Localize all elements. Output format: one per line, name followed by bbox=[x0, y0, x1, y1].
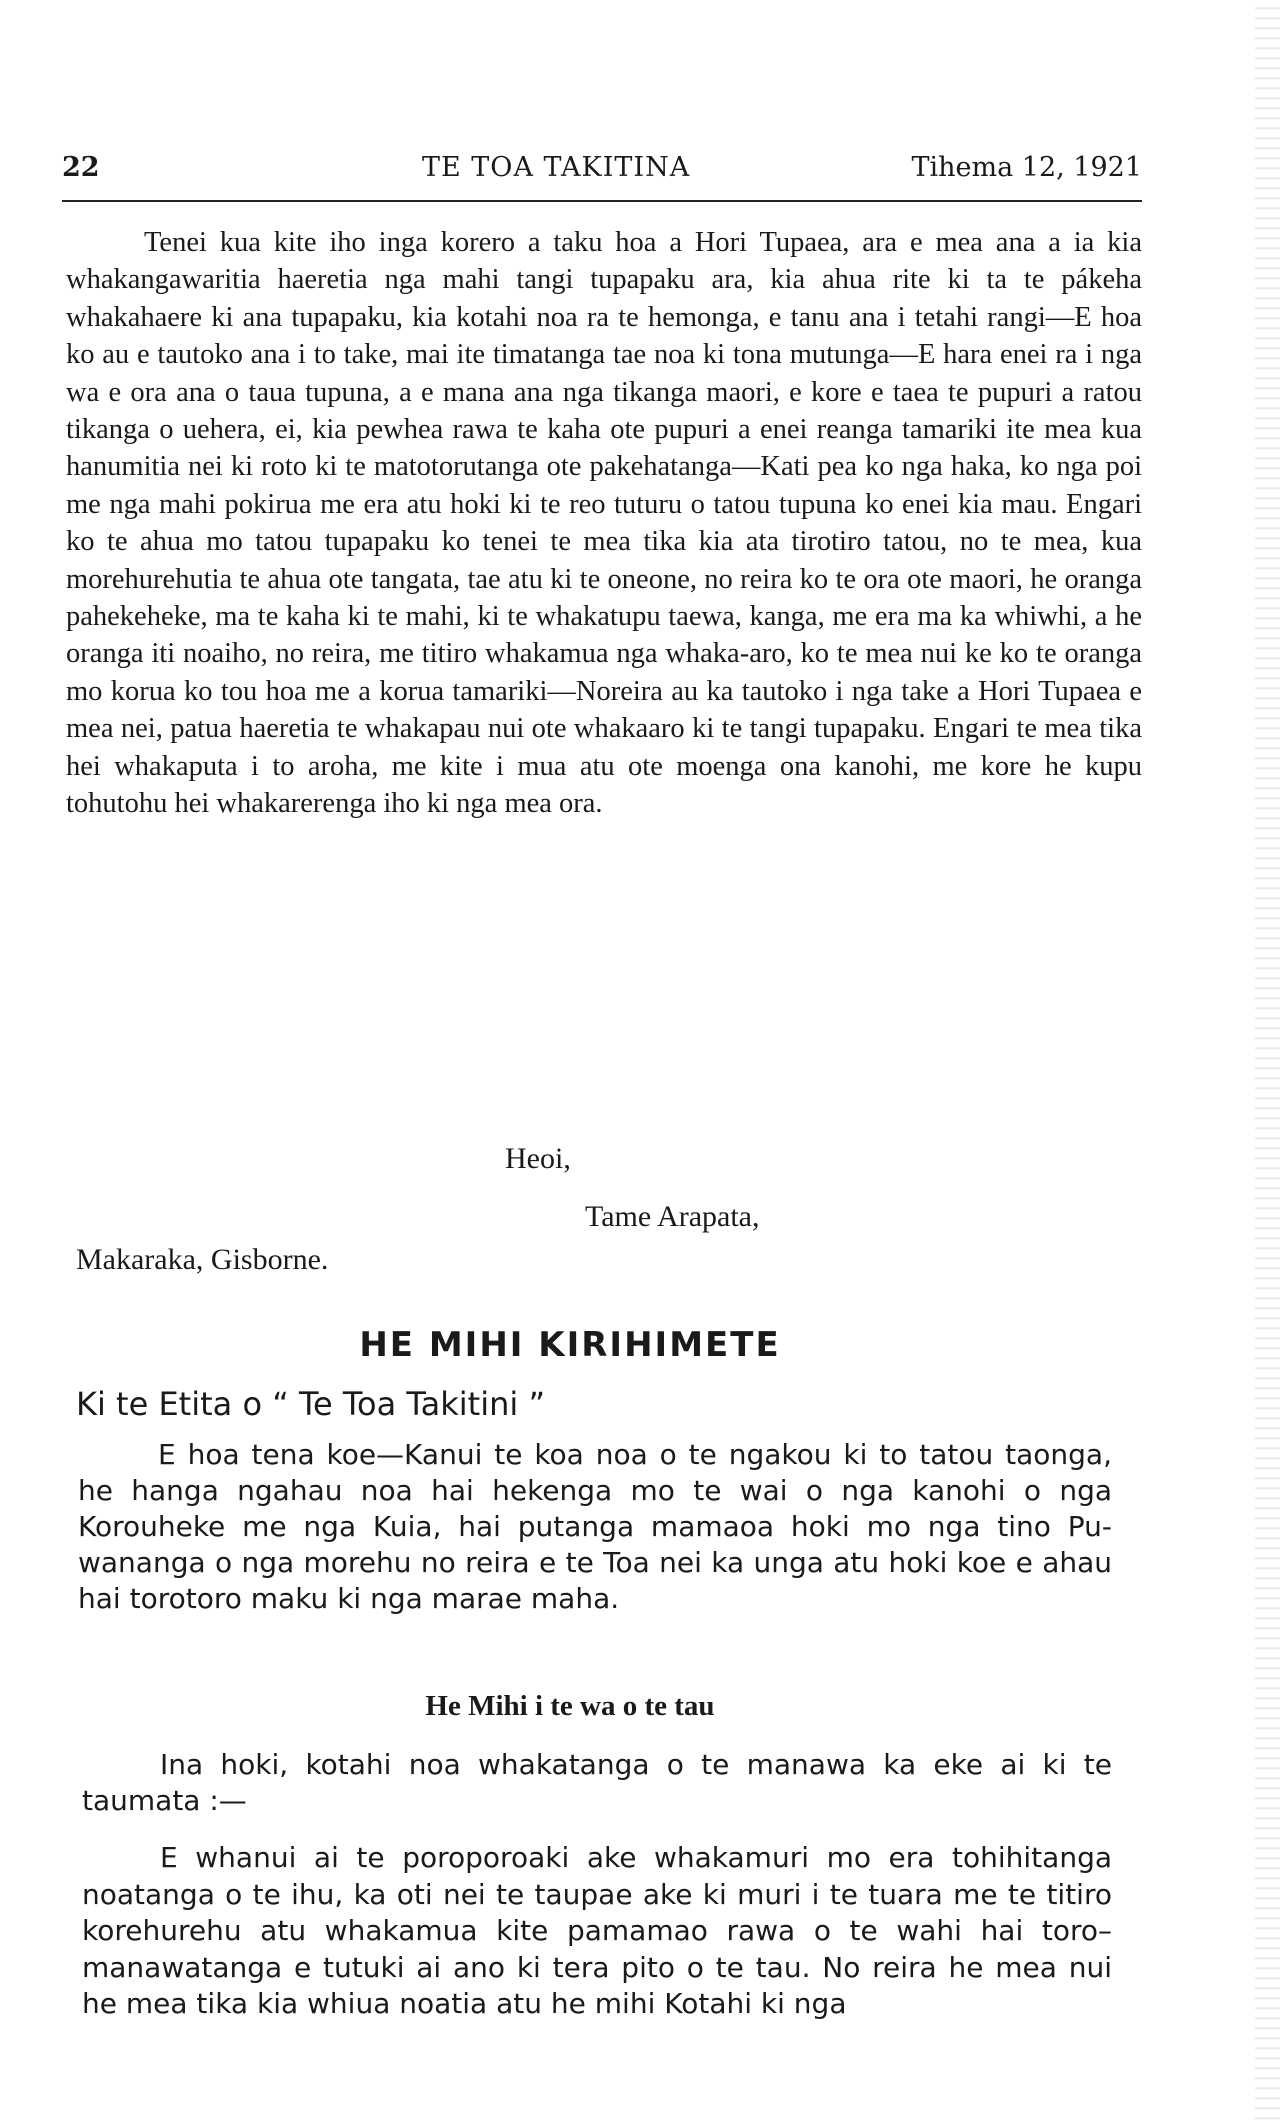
article-heading: HE MIHI KIRIHIMETE bbox=[359, 1325, 781, 1365]
article-salutation: Ki te Etita o “ Te Toa Takitini ” bbox=[76, 1385, 546, 1423]
article-paragraph-2: Ina hoki, kotahi noa whakatanga o te manawa ka eke ai ki te taumata :— bbox=[82, 1748, 1112, 1817]
header-rule bbox=[62, 200, 1142, 202]
scanned-page-edge bbox=[1255, 0, 1280, 2121]
page-number: 22 bbox=[62, 152, 100, 183]
article-subheading: He Mihi i te wa o te tau bbox=[425, 1690, 715, 1722]
journal-title: TE TOA TAKITINA bbox=[422, 152, 691, 183]
letter-closing: Heoi, bbox=[505, 1142, 571, 1175]
letter-signature: Tame Arapata, bbox=[585, 1200, 760, 1233]
letter-body: Tenei kua kite iho inga korero a taku hoa a Hori Tupaea, ara e mea ana a ia kia whakangawaritia haeretia nga mahi tangi tupapaku ara, kia ahua rite ki ta te pákeha whakahaere ki ana tupapaku, kia kotahi noa ra te hemonga, e tanu ana i tetahi rangi—E hoa ko au e tautoko ana i to take, mai ite timatanga tae noa ki tona mutunga—E hara enei ra i nga wa e ora ana o taua tupuna, a e mana ana nga tikanga maori, e kore e taea te pupuri a ratou tikanga o uehera, ei, kia pewhea rawa te kaha ote pupuri a enei reanga tamariki ite mea kua hanumitia nei ki roto ki te matotorutanga ote pakehatanga—Kati pea ko nga haka, ko nga poi me nga mahi pokirua me era atu hoki ki te reo tuturu o tatou tupuna ko enei kia mau. Engari ko te ahua mo tatou tupapaku ko tenei te mea tika kia ata tirotiro tatou, no te mea, kua morehurehutia te ahua ote tangata, tae atu ki te oneone, no reira ko te ora ote maori, he oranga pahekeheke, ma te kaha ki te mahi, ki te whakatupu taewa, kanga, me era ma ka whiwhi, a he oranga iti noaiho, no reira, me titiro whakamua nga whaka-aro, ko te mea nui ke ko te oranga mo korua ko tou hoa me a korua tamariki—Noreira au ka tautoko i nga take a Hori Tupaea e mea nei, patua haeretia te whakapau nui ote whakaaro ki te tangi tupapaku. Engari te mea tika hei whakaputa i to aroha, me kite i mua atu ote moenga ona kanohi, me kore he kupu tohutohu hei whakarerenga iho ki nga mea ora. bbox=[66, 227, 1142, 820]
article-paragraph-3: E whanui ai te poroporoaki ake whakamuri mo era tohihitanga noatanga o te ihu, ka oti nei te taupae ake ki muri i te tuara me te titiro korehurehu atu whakamua kite pamamao rawa o te wahi hai toro–manawatanga e tutuki ai ano ki tera pito o te tau. No reira he mea nui he mea tika kia whiua noatia atu he mihi Kotahi ki nga bbox=[82, 1841, 1112, 2020]
page-header bbox=[62, 152, 1142, 192]
article-paragraph-1: E hoa tena koe—Kanui te koa noa o te ngakou ki to tatou taonga, he hanga ngahau noa hai hekenga mo te wai o nga kanohi o nga Korouheke me nga Kuia, hai putanga mamaoa hoki mo nga tino Pu-wananga o nga morehu no reira e te Toa nei ka unga atu hoki koe e ahau hai torotoro maku ki nga marae maha. bbox=[78, 1438, 1112, 1615]
letter-place: Makaraka, Gisborne. bbox=[76, 1243, 329, 1276]
issue-date: Tihema 12, 1921 bbox=[911, 152, 1142, 183]
